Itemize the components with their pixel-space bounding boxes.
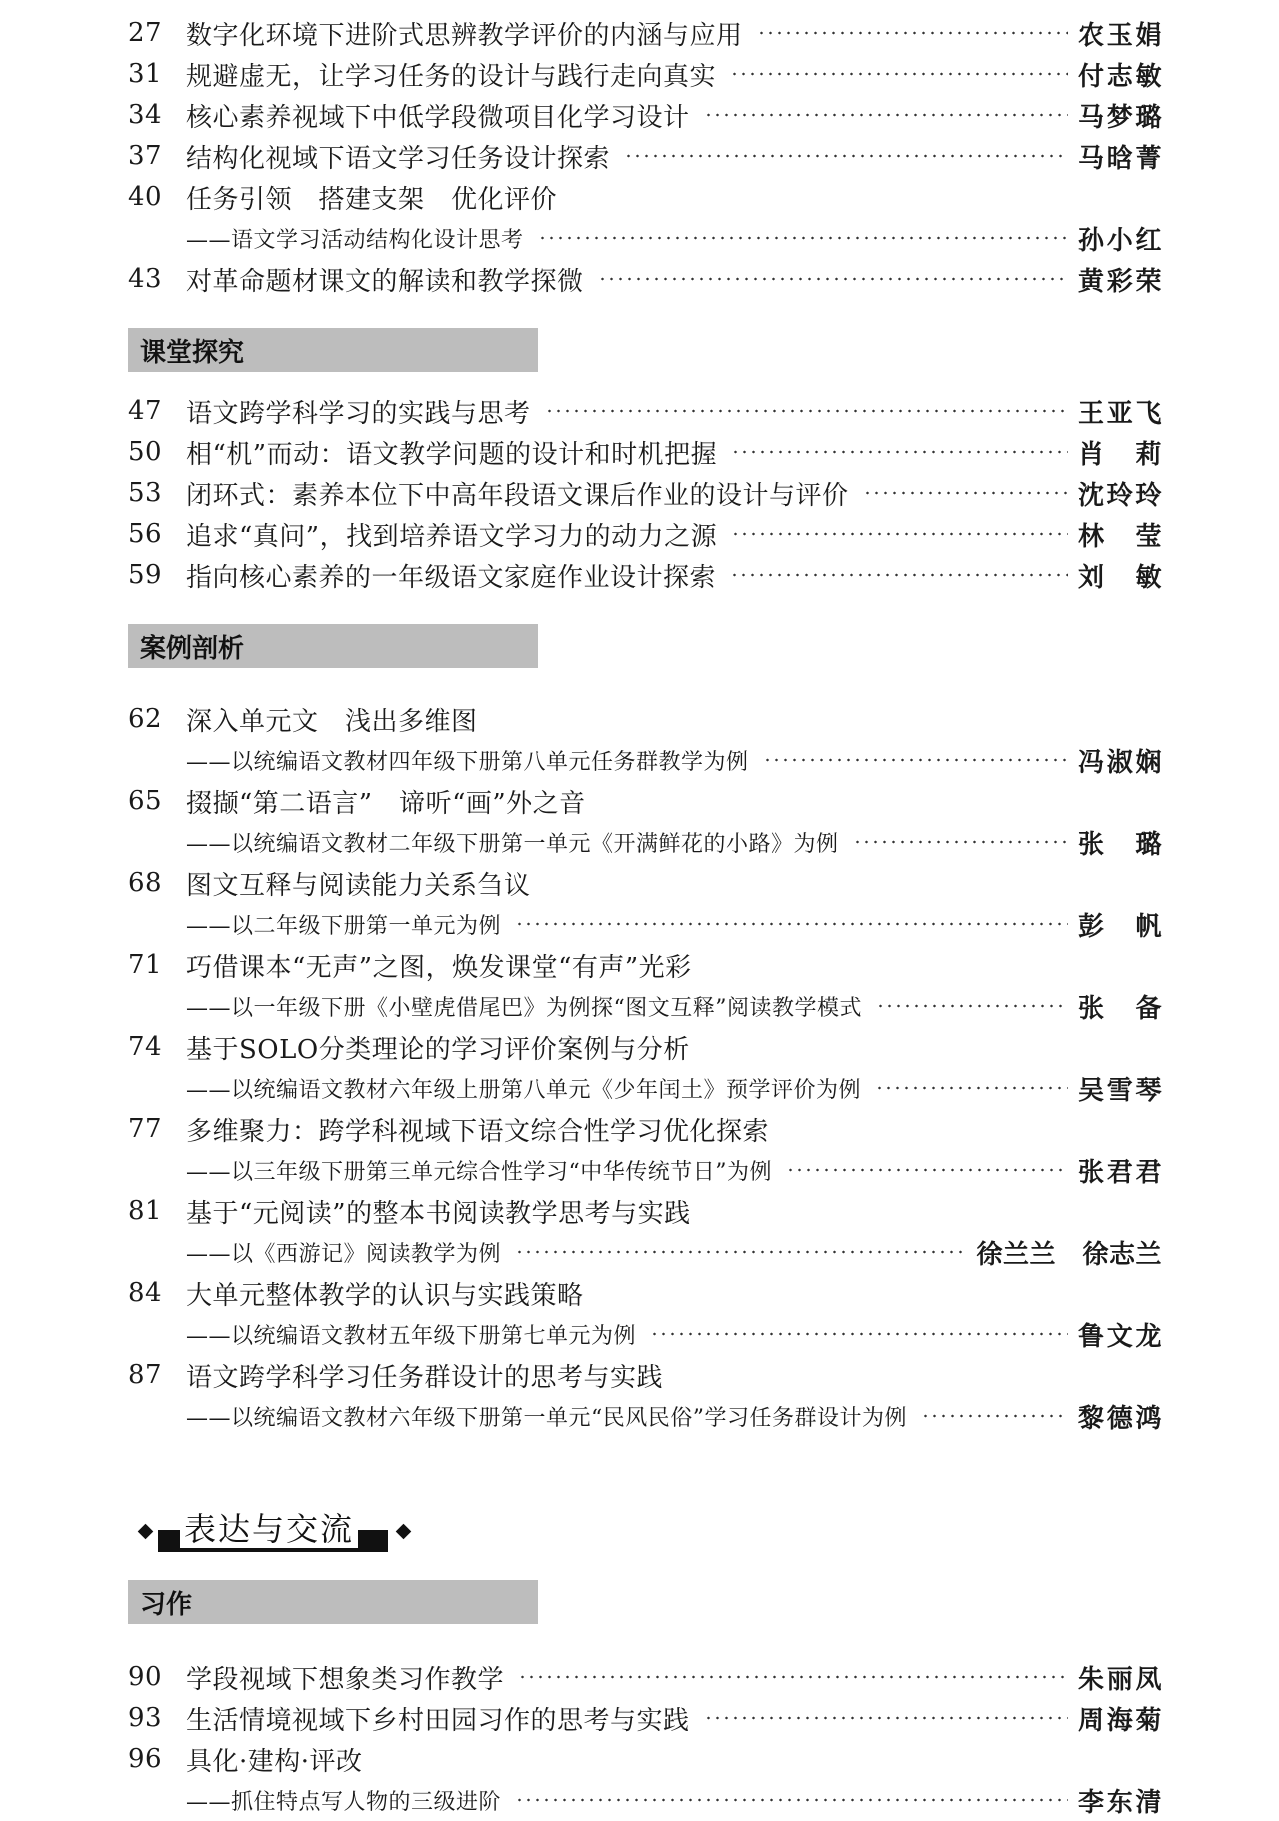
page-number: 65 — [128, 786, 163, 816]
page-number: 37 — [128, 141, 163, 171]
entry-author: 马梦璐 — [1078, 102, 1162, 133]
toc-entry[interactable] — [128, 782, 1162, 820]
page-number: 59 — [128, 560, 163, 590]
entry-subtitle: ——语文学习活动结构化设计思考 — [186, 227, 524, 253]
leader-dots — [518, 1671, 1068, 1683]
page-number: 40 — [128, 182, 163, 212]
toc-subtitle — [128, 1151, 1162, 1189]
toc-subtitle — [128, 1069, 1162, 1107]
toc-entry[interactable] — [128, 1192, 1162, 1230]
toc-entry[interactable] — [128, 1028, 1162, 1066]
leader-dots — [853, 836, 1068, 848]
leader-dots — [757, 27, 1068, 39]
page-number: 77 — [128, 1114, 163, 1144]
page-number: 87 — [128, 1360, 163, 1390]
leader-dots — [545, 405, 1068, 417]
page-number: 34 — [128, 100, 163, 130]
entry-title[interactable]: 任务引领 搭建支架 优化评价 — [186, 184, 558, 215]
entry-author: 付志敏 — [1078, 61, 1162, 92]
page-number: 31 — [128, 59, 163, 89]
entry-author: 张君君 — [1078, 1157, 1162, 1188]
entry-title[interactable]: 结构化视域下语文学习任务设计探索 — [186, 143, 611, 174]
entry-author: 林 莹 — [1078, 521, 1162, 552]
entry-subtitle: ——以二年级下册第一单元为例 — [186, 913, 502, 939]
entry-author: 张 备 — [1078, 993, 1162, 1024]
page-number: 81 — [128, 1196, 163, 1226]
entry-title[interactable]: 深入单元文 浅出多维图 — [186, 706, 478, 737]
leader-dots — [704, 1712, 1068, 1724]
toc-entry[interactable] — [128, 1274, 1162, 1312]
entry-title[interactable]: 语文跨学科学习的实践与思考 — [186, 398, 531, 429]
leader-dots — [650, 1328, 1068, 1340]
toc-entry[interactable] — [128, 946, 1162, 984]
leader-dots — [598, 273, 1068, 285]
entry-author: 黄彩荣 — [1078, 266, 1162, 297]
leader-dots — [921, 1410, 1068, 1422]
toc-subtitle — [128, 987, 1162, 1025]
entry-title[interactable]: 追求“真问”，找到培养语文学习力的动力之源 — [186, 521, 718, 552]
diamond-right-icon — [396, 1524, 412, 1540]
entry-title[interactable]: 具化·建构·评改 — [186, 1746, 363, 1777]
leader-dots — [704, 109, 1068, 121]
leader-dots — [876, 1000, 1068, 1012]
entry-author: 孙小红 — [1078, 225, 1162, 256]
diamond-left-icon — [138, 1524, 154, 1540]
toc-subtitle — [128, 905, 1162, 943]
leader-dots — [624, 150, 1068, 162]
toc-entry[interactable] — [128, 137, 1162, 175]
page-number: 93 — [128, 1703, 163, 1733]
toc-entry[interactable] — [128, 55, 1162, 93]
entry-title[interactable]: 指向核心素养的一年级语文家庭作业设计探索 — [186, 562, 717, 593]
entry-author: 沈玲玲 — [1078, 480, 1162, 511]
leader-dots — [730, 68, 1068, 80]
section-header — [128, 328, 538, 372]
toc-subtitle — [128, 219, 1162, 257]
entry-title[interactable]: 语文跨学科学习任务群设计的思考与实践 — [186, 1362, 664, 1393]
toc-entry[interactable] — [128, 556, 1162, 594]
entry-author: 吴雪琴 — [1078, 1075, 1162, 1106]
page-number: 96 — [128, 1744, 163, 1774]
toc-entry[interactable] — [128, 14, 1162, 52]
entry-subtitle: ——以《西游记》阅读教学为例 — [186, 1241, 502, 1267]
entry-title[interactable]: 巧借课本“无声”之图，焕发课堂“有声”光彩 — [186, 952, 692, 983]
page-number: 27 — [128, 18, 163, 48]
entry-title[interactable]: 多维聚力：跨学科视域下语文综合性学习优化探索 — [186, 1116, 770, 1147]
section-title: 习作 — [140, 1589, 193, 1620]
entry-author: 王亚飞 — [1078, 398, 1162, 429]
toc-subtitle — [128, 741, 1162, 779]
page-number: 71 — [128, 950, 163, 980]
leader-dots — [763, 754, 1068, 766]
entry-title[interactable]: 生活情境视域下乡村田园习作的思考与实践 — [186, 1705, 690, 1736]
entry-subtitle: ——以一年级下册《小壁虎借尾巴》为例探“图文互释”阅读教学模式 — [186, 995, 862, 1021]
entry-title[interactable]: 基于SOLO分类理论的学习评价案例与分析 — [186, 1034, 690, 1065]
entry-title[interactable]: 大单元整体教学的认识与实践策略 — [186, 1280, 584, 1311]
section-title: 案例剖析 — [140, 633, 245, 664]
section-header — [128, 624, 538, 668]
major-section-title: 表达与交流 — [180, 1510, 358, 1548]
entry-title[interactable]: 掇撷“第二语言” 谛听“画”外之音 — [186, 788, 586, 819]
toc-subtitle — [128, 1315, 1162, 1353]
leader-dots — [875, 1082, 1068, 1094]
toc-entry[interactable] — [128, 96, 1162, 134]
page-number: 43 — [128, 264, 163, 294]
toc-entry[interactable] — [128, 1356, 1162, 1394]
entry-subtitle: ——以统编语文教材二年级下册第一单元《开满鲜花的小路》为例 — [186, 831, 839, 857]
entry-author: 鲁文龙 — [1078, 1321, 1162, 1352]
entry-author: 黎德鸿 — [1078, 1403, 1162, 1434]
entry-author: 肖 莉 — [1078, 439, 1162, 470]
leader-dots — [515, 918, 1068, 930]
toc-entry[interactable] — [128, 700, 1162, 738]
major-section-header — [136, 1510, 426, 1554]
entry-author: 徐兰兰 徐志兰 — [976, 1239, 1162, 1270]
page-number: 50 — [128, 437, 163, 467]
page-number: 62 — [128, 704, 163, 734]
entry-subtitle: ——以统编语文教材四年级下册第八单元任务群教学为例 — [186, 749, 749, 775]
toc-entry[interactable] — [128, 178, 1162, 216]
page-number: 53 — [128, 478, 163, 508]
entry-title[interactable]: 闭环式：素养本位下中高年段语文课后作业的设计与评价 — [186, 480, 849, 511]
page-number: 47 — [128, 396, 163, 426]
toc-subtitle — [128, 823, 1162, 861]
entry-subtitle: ——以统编语文教材六年级下册第一单元“民风民俗”学习任务群设计为例 — [186, 1405, 907, 1431]
entry-subtitle: ——以统编语文教材六年级上册第八单元《少年闰土》预学评价为例 — [186, 1077, 862, 1103]
toc-subtitle — [128, 1233, 1162, 1271]
page-number: 68 — [128, 868, 163, 898]
entry-author: 彭 帆 — [1078, 911, 1162, 942]
leader-dots — [863, 487, 1068, 499]
toc-entry[interactable] — [128, 1699, 1162, 1737]
leader-dots — [786, 1164, 1068, 1176]
entry-title[interactable]: 基于“元阅读”的整本书阅读教学思考与实践 — [186, 1198, 691, 1229]
entry-subtitle: ——以三年级下册第三单元综合性学习“中华传统节日”为例 — [186, 1159, 772, 1185]
entry-author: 张 璐 — [1078, 829, 1162, 860]
entry-title[interactable]: 学段视域下想象类习作教学 — [186, 1664, 505, 1695]
entry-title[interactable]: 相“机”而动：语文教学问题的设计和时机把握 — [186, 439, 718, 470]
toc-entry[interactable] — [128, 433, 1162, 471]
entry-author: 刘 敏 — [1078, 562, 1162, 593]
toc-subtitle — [128, 1397, 1162, 1435]
toc-entry[interactable] — [128, 1740, 1162, 1778]
leader-dots — [515, 1794, 1068, 1806]
entry-subtitle: ——抓住特点写人物的三级进阶 — [186, 1789, 502, 1815]
toc-entry[interactable] — [128, 392, 1162, 430]
toc-entry[interactable] — [128, 515, 1162, 553]
toc-entry[interactable] — [128, 1110, 1162, 1148]
entry-subtitle: ——以统编语文教材五年级下册第七单元为例 — [186, 1323, 637, 1349]
toc-entry[interactable] — [128, 864, 1162, 902]
toc-entry[interactable] — [128, 1658, 1162, 1696]
leader-dots — [730, 569, 1068, 581]
leader-dots — [515, 1246, 966, 1258]
leader-dots — [731, 446, 1068, 458]
page-number: 56 — [128, 519, 163, 549]
section-title: 课堂探究 — [140, 337, 245, 368]
page-number: 74 — [128, 1032, 163, 1062]
entry-author: 马晗菁 — [1078, 143, 1162, 174]
entry-title[interactable]: 核心素养视域下中低学段微项目化学习设计 — [186, 102, 690, 133]
toc-entry[interactable] — [128, 260, 1162, 298]
leader-dots — [538, 232, 1068, 244]
section-header — [128, 1580, 538, 1624]
entry-title[interactable]: 数字化环境下进阶式思辨教学评价的内涵与应用 — [186, 20, 743, 51]
toc-subtitle — [128, 1781, 1162, 1819]
leader-dots — [731, 528, 1068, 540]
entry-author: 周海菊 — [1078, 1705, 1162, 1736]
page-number: 90 — [128, 1662, 163, 1692]
entry-author: 农玉娟 — [1078, 20, 1162, 51]
entry-title[interactable]: 图文互释与阅读能力关系刍议 — [186, 870, 531, 901]
entry-title[interactable]: 对革命题材课文的解读和教学探微 — [186, 266, 584, 297]
entry-author: 朱丽凤 — [1078, 1664, 1162, 1695]
entry-author: 李东清 — [1078, 1787, 1162, 1818]
entry-title[interactable]: 规避虚无，让学习任务的设计与践行走向真实 — [186, 61, 717, 92]
entry-author: 冯淑娴 — [1078, 747, 1162, 778]
toc-entry[interactable] — [128, 474, 1162, 512]
page-number: 84 — [128, 1278, 163, 1308]
